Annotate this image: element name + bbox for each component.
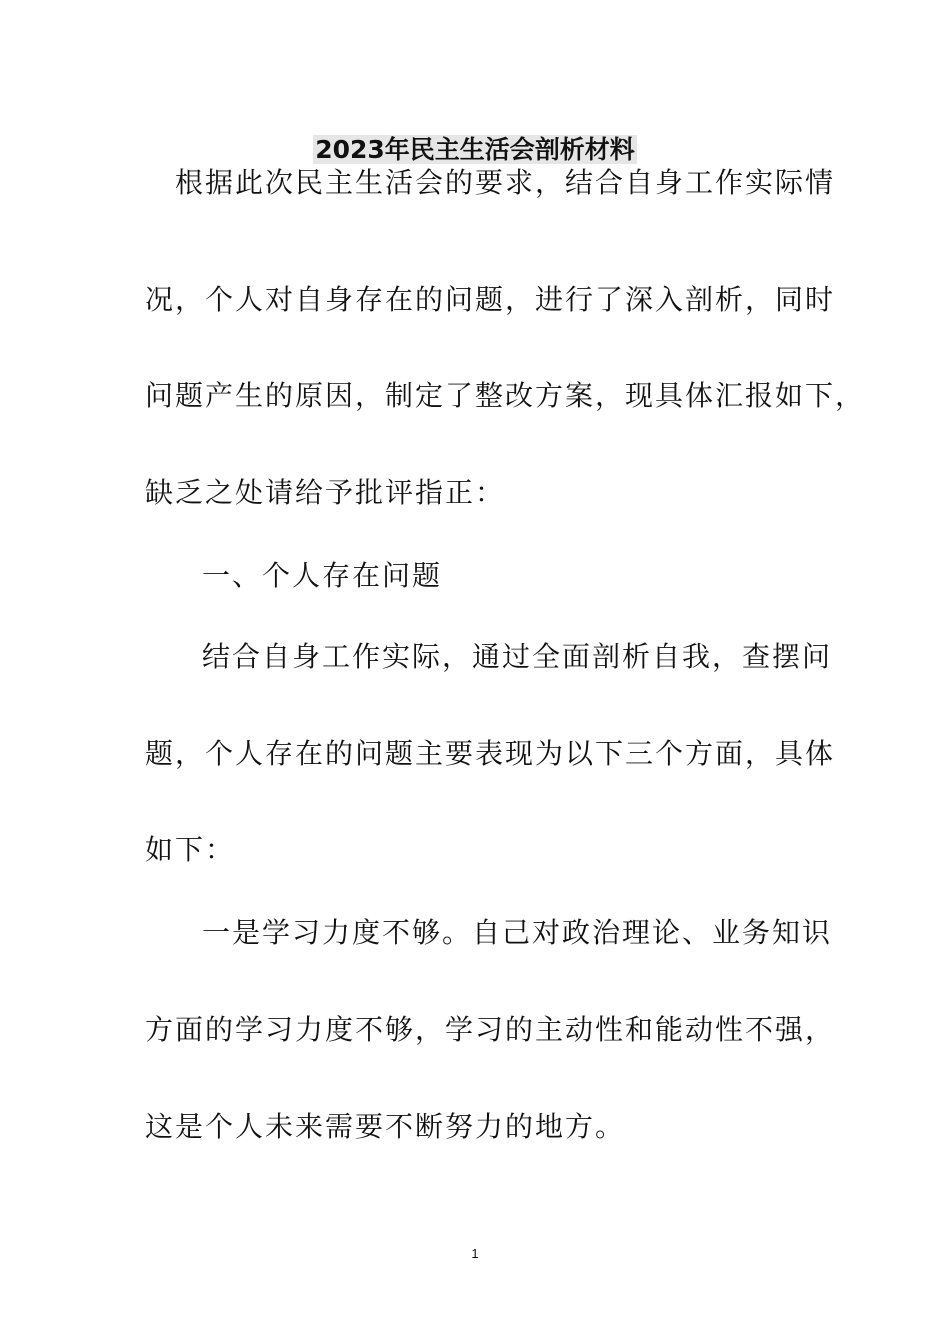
paragraph-line: 方面的学习力度不够，学习的主动性和能动性不强， (145, 1013, 836, 1046)
paragraph-line: 况，个人对自身存在的问题，进行了深入剖析，同时 (145, 283, 836, 316)
paragraph-line: 结合自身工作实际，通过全面剖析自我，查摆问 (202, 640, 833, 673)
page-number: 1 (471, 1246, 479, 1261)
paragraph-line: 如下： (145, 833, 236, 866)
paragraph-line: 根据此次民主生活会的要求，结合自身工作实际情 (175, 166, 836, 199)
paragraph-line: 问题产生的原因，制定了整改方案，现具体汇报如下， (145, 379, 866, 412)
section-heading: 一、个人存在问题 (202, 559, 443, 592)
paragraph-line: 一是学习力度不够。自己对政治理论、业务知识 (202, 916, 833, 949)
paragraph-line: 题，个人存在的问题主要表现为以下三个方面，具体 (145, 737, 836, 770)
document-title-text: 2023年民主生活会剖析材料 (315, 135, 635, 164)
paragraph-line: 这是个人未来需要不断努力的地方。 (145, 1110, 626, 1143)
paragraph-line: 缺乏之处请给予批评指正： (145, 476, 506, 509)
